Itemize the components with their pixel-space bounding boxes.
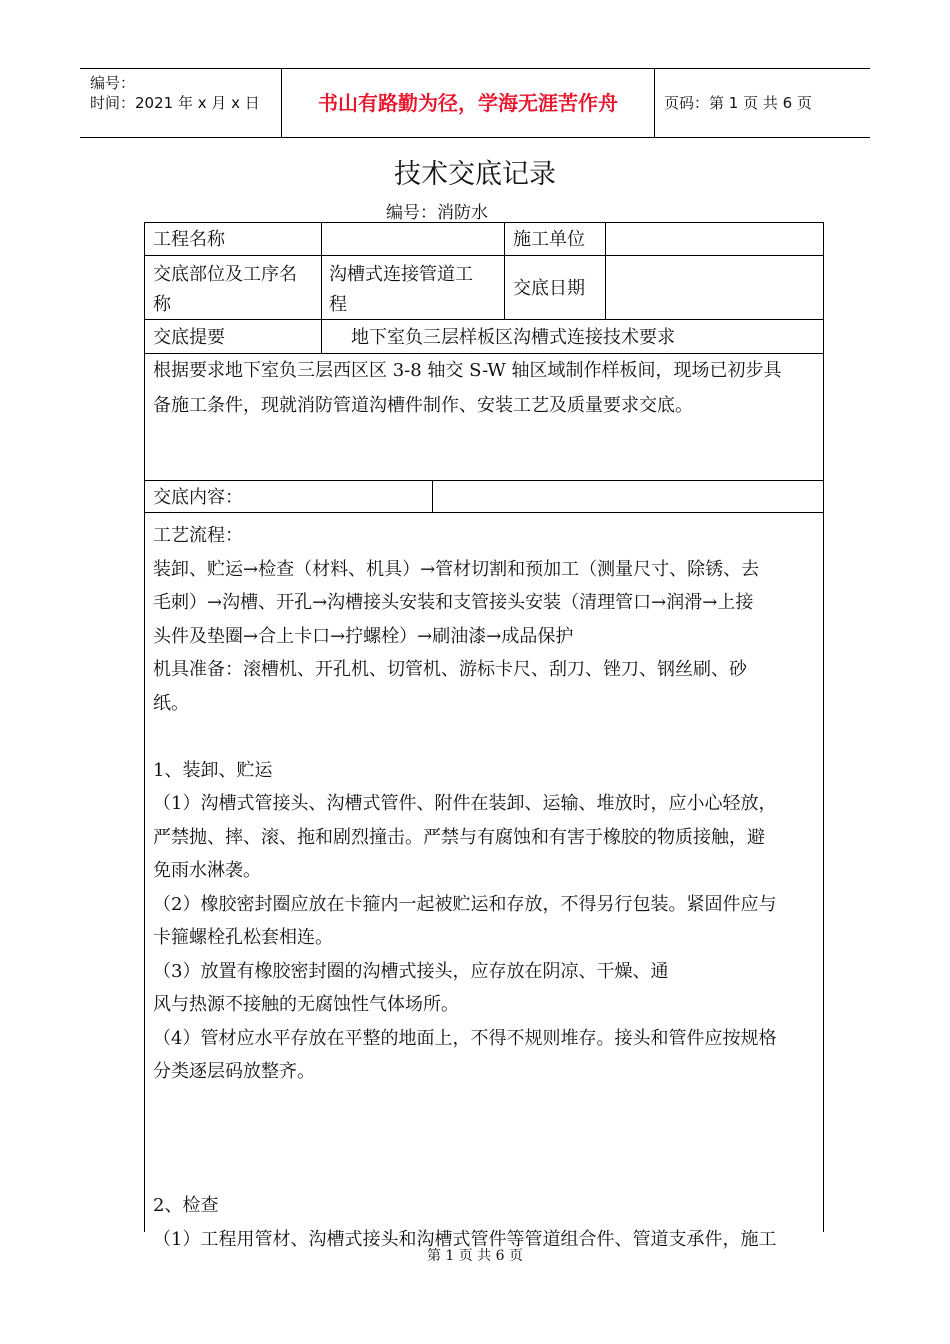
content-body	[153, 519, 817, 1256]
header-page-info: 页码：第 1 页 共 6 页	[664, 94, 812, 112]
content-line: 风与热源不接触的无腐蚀性气体场所。	[153, 994, 459, 1015]
content-line: （1）工程用管材、沟槽式接头和沟槽式管件等管道组合件、管道支承件，施工	[153, 1228, 777, 1250]
project-name-label: 工程名称	[153, 229, 225, 250]
col-divider	[321, 223, 322, 319]
process-value-line2: 程	[329, 294, 347, 315]
content-line: 装卸、贮运→检查（材料、机具）→管材切割和预加工（测量尺寸、除锈、去	[153, 558, 760, 580]
col-divider	[605, 223, 606, 319]
page-header	[80, 68, 870, 138]
motto: 书山有路勤为径，学海无涯苦作舟	[282, 69, 655, 137]
disclosure-table	[144, 222, 824, 1250]
intro-line2: 备施工条件，现就消防管道沟槽件制作、安装工艺及质量要求交底。	[153, 395, 693, 416]
doc-title: 技术交底记录	[394, 159, 556, 190]
summary-value: 地下室负三层样板区沟槽式连接技术要求	[351, 327, 675, 348]
row-divider	[145, 319, 823, 320]
blank-line	[153, 1156, 817, 1190]
col-divider	[504, 223, 505, 319]
content-line: 免雨水淋袭。	[153, 860, 261, 881]
content-line: 工艺流程：	[153, 525, 243, 546]
page-footer: 第 1 页 共 6 页	[426, 1248, 524, 1264]
doc-subtitle: 编号：消防水	[386, 203, 488, 223]
content-line: 机具准备：滚槽机、开孔机、切管机、游标卡尺、刮刀、锉刀、钢丝刷、砂	[153, 659, 747, 680]
process-label-line2: 称	[153, 294, 171, 315]
time-label: 时间：2021 年 x 月 x 日	[90, 94, 260, 112]
intro-line1: 根据要求地下室负三层西区区 3-8 轴交 S-W 轴区域制作样板间，现场已初步具	[153, 360, 782, 381]
content-line: 卡箍螺栓孔松套相连。	[153, 927, 333, 948]
section-heading: 1、装卸、贮运	[153, 759, 273, 781]
process-value-line1: 沟槽式连接管道工	[329, 264, 473, 285]
blank-line	[153, 720, 817, 754]
date-label: 交底日期	[513, 278, 585, 299]
process-label-line1: 交底部位及工序名	[153, 264, 297, 285]
content-line: （1）沟槽式管接头、沟槽式管件、附件在装卸、运输、堆放时，应小心轻放，	[153, 793, 777, 814]
contractor-label: 施工单位	[513, 229, 585, 250]
header-meta	[80, 69, 282, 137]
content-line: 分类逐层码放整齐。	[153, 1061, 315, 1082]
content-line: 头件及垫圈→合上卡口→拧螺栓）→刷油漆→成品保护	[153, 625, 574, 647]
col-divider	[321, 319, 322, 353]
row-divider	[145, 255, 823, 256]
section-heading: 2、检查	[153, 1195, 219, 1216]
code-label: 编号：	[90, 74, 136, 92]
content-line: 严禁抛、摔、滚、拖和剧烈撞击。严禁与有腐蚀和有害于橡胶的物质接触，避	[153, 826, 765, 848]
content-label: 交底内容：	[153, 487, 243, 508]
blank-line	[153, 1089, 817, 1156]
col-divider	[432, 480, 433, 512]
row-divider	[145, 480, 823, 481]
content-line: （3）放置有橡胶密封圈的沟槽式接头，应存放在阴凉、干燥、通	[153, 960, 669, 982]
row-divider	[145, 353, 823, 354]
row-divider	[145, 512, 823, 513]
summary-label: 交底提要	[153, 327, 225, 348]
content-line: （4）管材应水平存放在平整的地面上，不得不规则堆存。接头和管件应按规格	[153, 1027, 777, 1049]
content-line: 纸。	[153, 692, 189, 714]
content-line: 毛刺）→沟槽、开孔→沟槽接头安装和支管接头安装（清理管口→润滑→上接	[153, 592, 754, 613]
content-line: （2）橡胶密封圈应放在卡箍内一起被贮运和存放，不得另行包装。紧固件应与	[153, 893, 777, 915]
